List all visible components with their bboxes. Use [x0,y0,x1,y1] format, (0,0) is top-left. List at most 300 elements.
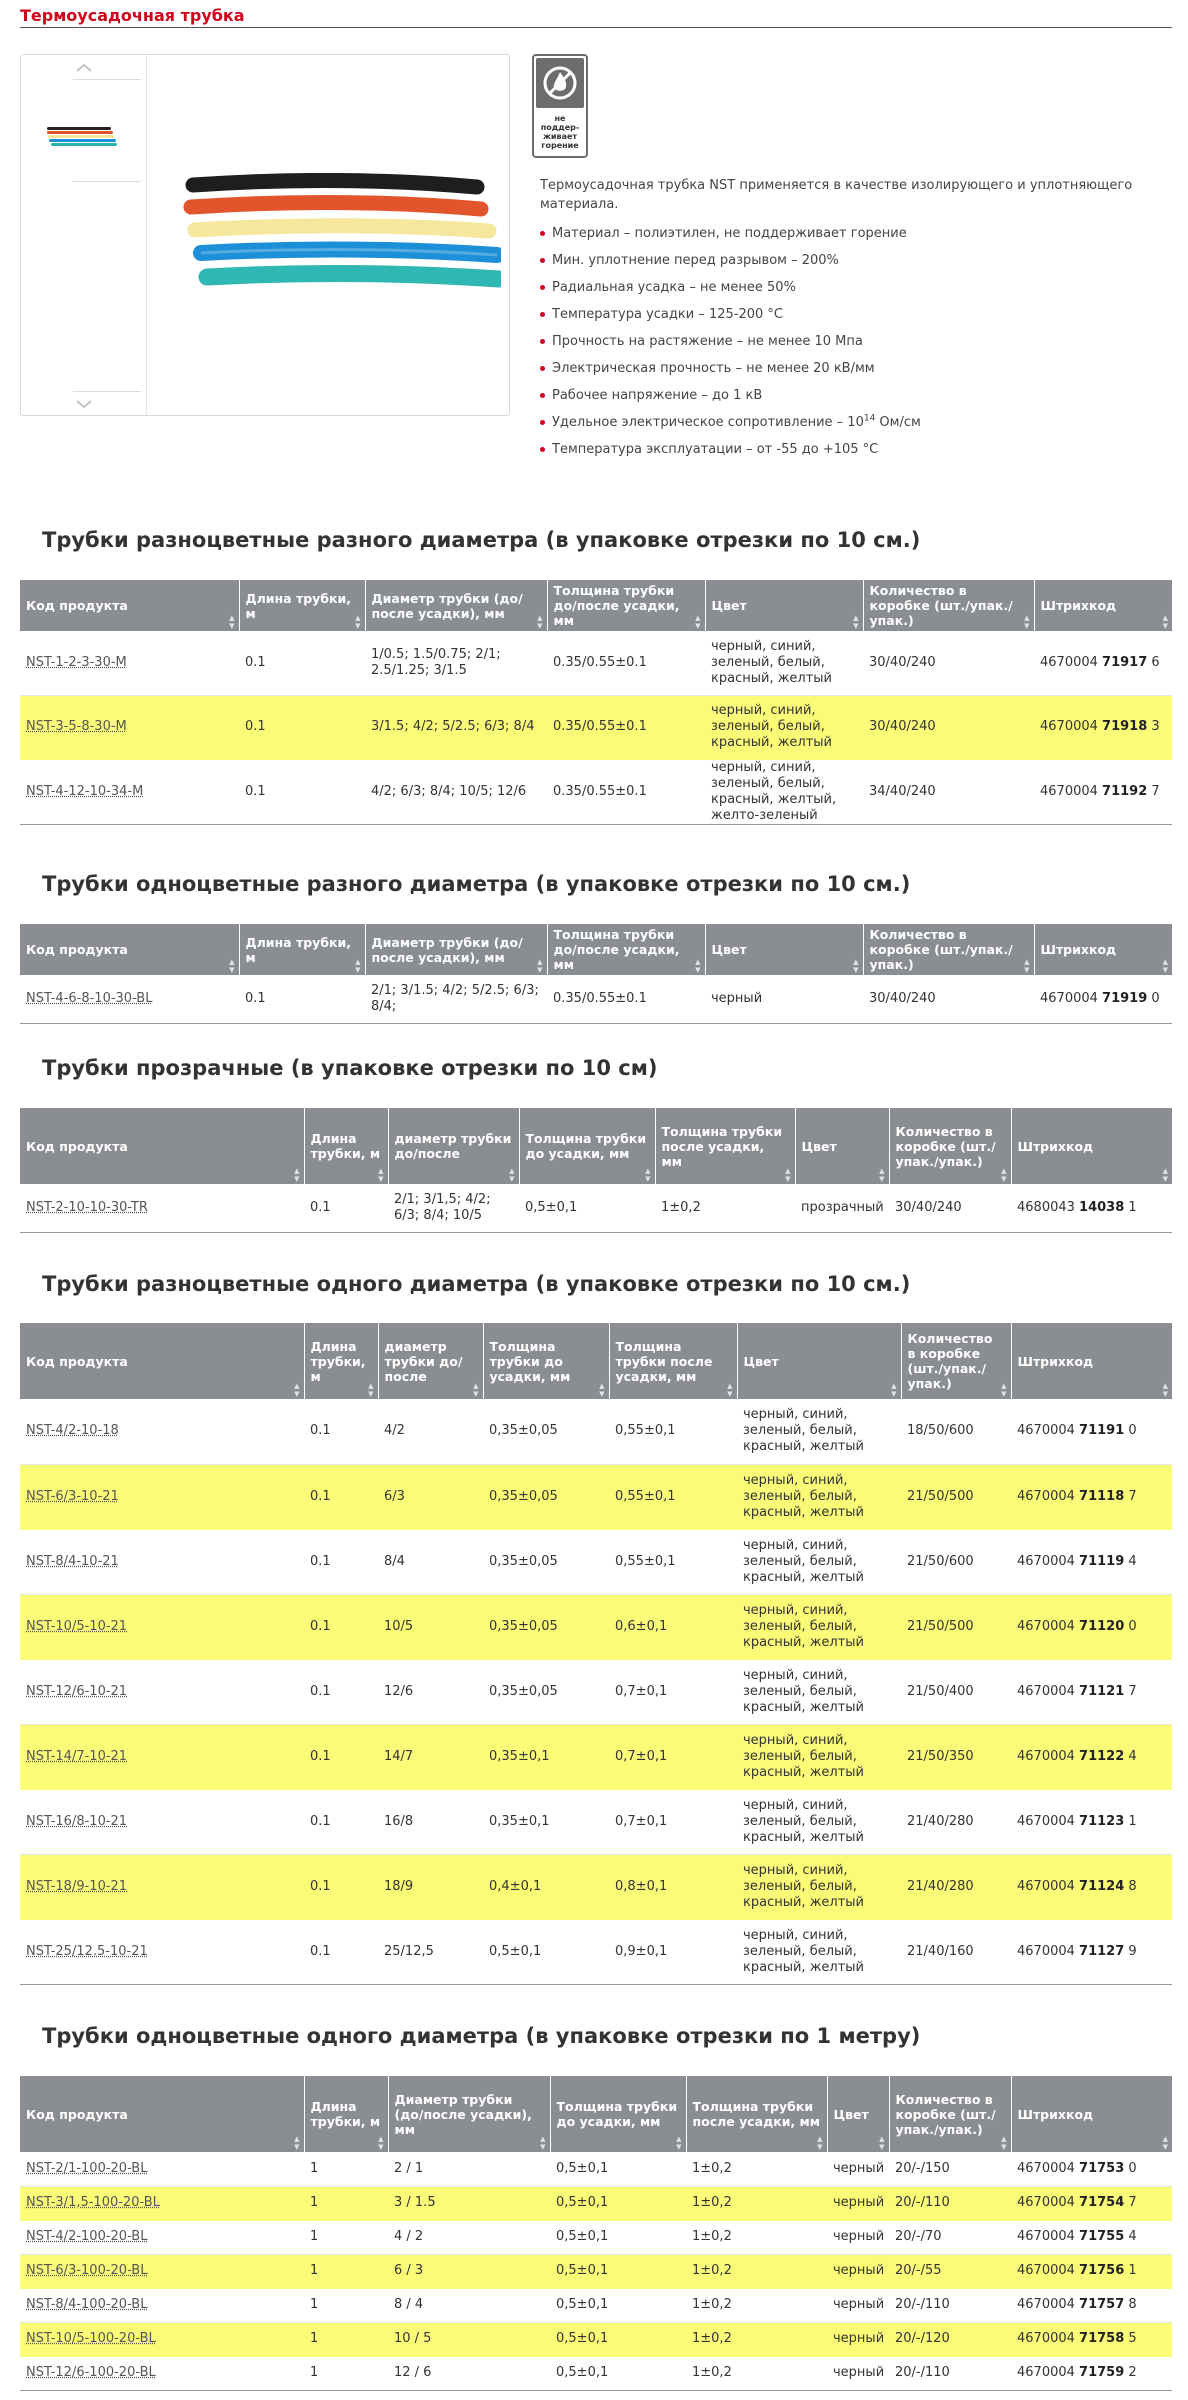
sort-icon[interactable]: ▲ ▼ [1001,1167,1007,1183]
column-header[interactable]: Количество в коробке (шт./упак./упак.) ▲ ▼ [863,924,1034,975]
sort-icon[interactable]: ▲ ▼ [509,1167,515,1183]
product-table [20,1108,1172,1233]
table-cell: 16/8 [378,1789,483,1854]
table-cell: 1±0,2 [686,2152,827,2186]
feature-item: Рабочее напряжение – до 1 кВ [538,382,1168,409]
sort-icon[interactable]: ▲ ▼ [1024,614,1030,630]
sort-icon[interactable]: ▲ ▼ [537,958,543,974]
table-cell: черный [827,2152,889,2186]
table-row [20,2356,1172,2390]
table-cell: 0,4±0,1 [483,1854,609,1919]
table-cell: 21/50/600 [901,1529,1011,1594]
column-header[interactable]: Толщина трубки после усадки, мм ▲ ▼ [686,2076,827,2152]
column-header[interactable]: Цвет ▲ ▼ [705,924,863,975]
column-header[interactable]: Длина трубки, м ▲ ▼ [239,580,365,631]
column-header[interactable]: Штрихкод ▲ ▼ [1034,580,1172,631]
barcode-check: 4 [1124,1748,1137,1764]
no-fire-icon [536,58,584,108]
table-cell: 0.1 [304,1464,378,1529]
product-table [20,924,1172,1024]
chevron-up-icon[interactable] [21,57,146,79]
barcode-check: 1 [1124,1199,1137,1215]
section-title: Трубки разноцветные разного диаметра (в упаковке отрезки по 10 см.) [42,528,921,552]
section-title: Трубки прозрачные (в упаковке отрезки по 10 см) [42,1056,658,1080]
barcode-check: 6 [1147,654,1160,670]
product-table [20,580,1172,825]
table-cell: 20/-/110 [889,2288,1011,2322]
column-header[interactable]: Штрихкод ▲ ▼ [1011,1323,1172,1399]
sort-icon[interactable]: ▲ ▼ [378,1167,384,1183]
barcode-prefix: 4670004 [1017,2263,1080,2278]
barcode-check: 0 [1124,1423,1137,1439]
table-cell: 0,35±0,05 [483,1594,609,1659]
sort-icon[interactable]: ▲ ▼ [853,958,859,974]
barcode-main: 71123 [1079,1813,1125,1829]
table-cell: 6/3 [378,1464,483,1529]
barcode-main: 71755 [1079,2229,1125,2244]
product-link[interactable]: NST-3/1,5-100-20-BL [26,2195,160,2210]
product-code-cell [20,1724,304,1789]
column-header[interactable]: Диаметр трубки (до/после усадки), мм ▲ ▼ [388,2076,550,2152]
resistivity-text: Удельное электрическое сопротивление – 10 [552,415,864,430]
barcode-cell [1034,759,1172,824]
table-cell: 30/40/240 [889,1184,1011,1232]
table-row [20,631,1172,695]
product-code-cell [20,1659,304,1724]
barcode-check: 7 [1124,2195,1137,2210]
product-code-cell [20,631,239,695]
table-cell: 1±0,2 [655,1184,795,1232]
sort-icon[interactable]: ▲ ▼ [599,1382,605,1398]
table-cell: 21/50/500 [901,1594,1011,1659]
column-header[interactable]: Толщина трубки до усадки, мм ▲ ▼ [519,1108,655,1184]
product-link[interactable]: NST-25/12.5-10-21 [26,1943,148,1959]
column-header[interactable]: Количество в коробке (шт./упак./упак.) ▲ ▼ [901,1323,1011,1399]
product-code-cell [20,2152,304,2186]
table-row [20,2288,1172,2322]
barcode-main: 71127 [1079,1943,1125,1959]
barcode-prefix: 4670004 [1017,1878,1080,1894]
column-header[interactable]: Толщина трубки после усадки, мм ▲ ▼ [655,1108,795,1184]
sort-icon[interactable]: ▲ ▼ [879,2135,885,2151]
column-header[interactable]: Цвет ▲ ▼ [795,1108,889,1184]
barcode-prefix: 4670004 [1040,719,1103,734]
feature-item: Температура эксплуатации – от -55 до +105 °C [538,436,1168,463]
sort-icon[interactable]: ▲ ▼ [294,1382,300,1398]
section-title: Трубки одноцветные разного диаметра (в упаковке отрезки по 10 см.) [42,872,911,896]
table-cell: 8 / 4 [388,2288,550,2322]
column-header[interactable]: Количество в коробке (шт./упак./упак.) ▲ ▼ [863,580,1034,631]
product-link[interactable]: NST-2-10-10-30-TR [26,1199,148,1215]
table-cell: 0.35/0.55±0.1 [547,695,705,759]
barcode-prefix: 4670004 [1040,654,1103,670]
table-cell: черный, синий, зеленый, белый, красный, желтый [737,1789,901,1854]
sort-icon[interactable]: ▲ ▼ [1024,958,1030,974]
sort-icon[interactable]: ▲ ▼ [1001,2135,1007,2151]
feature-item: Температура усадки – 125-200 °C [538,301,1168,328]
product-link[interactable]: NST-8/4-10-21 [26,1553,119,1569]
product-code-cell [20,1464,304,1529]
table-cell: 4 / 2 [388,2220,550,2254]
table-cell: 0,5±0,1 [550,2186,686,2220]
thumbnail-tubes[interactable] [39,117,129,157]
table-cell: 0.1 [239,975,365,1023]
table-cell: 1 [304,2152,388,2186]
barcode-main: 71919 [1102,990,1148,1006]
barcode-cell [1011,2288,1172,2322]
table-cell: 21/50/350 [901,1724,1011,1789]
sort-icon[interactable]: ▲ ▼ [1162,2135,1168,2151]
product-link[interactable]: NST-8/4-100-20-BL [26,2297,148,2312]
table-cell: 1±0,2 [686,2186,827,2220]
column-header[interactable]: Толщина трубки до усадки, мм ▲ ▼ [550,2076,686,2152]
product-link[interactable]: NST-12/6-10-21 [26,1683,128,1699]
table-row [20,1464,1172,1529]
column-header[interactable]: Длина трубки, м ▲ ▼ [304,1108,388,1184]
barcode-prefix: 4670004 [1017,2297,1080,2312]
sort-icon[interactable]: ▲ ▼ [378,2135,384,2151]
product-link[interactable]: NST-16/8-10-21 [26,1813,128,1829]
table-cell: 18/9 [378,1854,483,1919]
table-cell: 20/-/70 [889,2220,1011,2254]
table-cell: 21/40/160 [901,1919,1011,1984]
barcode-prefix: 4670004 [1017,1488,1080,1504]
product-link[interactable]: NST-2/1-100-20-BL [26,2160,148,2176]
fire-resistance-badge [532,54,588,158]
barcode-main: 71122 [1079,1748,1125,1764]
barcode-main: 14038 [1079,1199,1125,1215]
product-code-cell [20,1854,304,1919]
column-header[interactable]: Цвет ▲ ▼ [705,580,863,631]
barcode-check: 0 [1124,2160,1137,2176]
barcode-main: 71753 [1079,2160,1125,2176]
sort-icon[interactable]: ▲ ▼ [645,1167,651,1183]
table-cell: 1 [304,2254,388,2288]
column-header[interactable]: Штрихкод ▲ ▼ [1011,2076,1172,2152]
product-link[interactable]: NST-10/5-100-20-BL [26,2331,156,2346]
product-table [20,1323,1172,1985]
barcode-prefix: 4670004 [1017,2365,1080,2380]
table-cell: 0.1 [304,1399,378,1464]
barcode-cell [1034,695,1172,759]
sort-icon[interactable]: ▲ ▼ [355,614,361,630]
sort-icon[interactable]: ▲ ▼ [294,1167,300,1183]
barcode-prefix: 4670004 [1017,1813,1080,1829]
barcode-cell [1011,1789,1172,1854]
sort-icon[interactable]: ▲ ▼ [1162,958,1168,974]
sort-icon[interactable]: ▲ ▼ [368,1382,374,1398]
product-table [20,2076,1172,2391]
column-header[interactable]: Длина трубки, м ▲ ▼ [304,1323,378,1399]
table-cell: 0.35/0.55±0.1 [547,759,705,824]
thumbnail-divider [73,79,141,80]
table-cell: черный, синий, зеленый, белый, красный, желтый [737,1724,901,1789]
product-link[interactable]: NST-4-6-8-10-30-BL [26,990,153,1006]
product-code-cell [20,1399,304,1464]
column-header[interactable]: Диаметр трубки (до/после усадки), мм ▲ ▼ [365,580,547,631]
column-header[interactable]: Толщина трубки до/после усадки, мм ▲ ▼ [547,924,705,975]
table-row [20,695,1172,759]
barcode-check: 8 [1124,2297,1137,2312]
table-cell: 12 / 6 [388,2356,550,2390]
barcode-cell [1011,1184,1172,1232]
table-cell: 25/12,5 [378,1919,483,1984]
barcode-main: 71121 [1079,1683,1125,1699]
product-code-cell [20,2254,304,2288]
table-cell: черный [827,2220,889,2254]
feature-item: Мин. уплотнение перед разрывом – 200% [538,247,1168,274]
thumbnail-strip [21,55,147,415]
barcode-prefix: 4670004 [1017,1423,1080,1439]
table-cell: 21/40/280 [901,1854,1011,1919]
column-header[interactable]: Длина трубки, м ▲ ▼ [304,2076,388,2152]
column-header[interactable]: Толщина трубки до/после усадки, мм ▲ ▼ [547,580,705,631]
product-link[interactable]: NST-1-2-3-30-M [26,654,127,670]
table-row [20,1854,1172,1919]
sort-icon[interactable]: ▲ ▼ [540,2135,546,2151]
barcode-cell [1011,2254,1172,2288]
sort-icon[interactable]: ▲ ▼ [229,958,235,974]
barcode-prefix: 4670004 [1017,1943,1080,1959]
product-link[interactable]: NST-10/5-10-21 [26,1618,128,1634]
barcode-cell [1011,1464,1172,1529]
barcode-cell [1011,1659,1172,1724]
product-code-cell [20,1789,304,1854]
table-cell: 0,35±0,1 [483,1789,609,1854]
feature-item: Прочность на растяжение – не менее 10 Мпа [538,328,1168,355]
table-row [20,1594,1172,1659]
barcode-check: 7 [1124,1488,1137,1504]
table-cell: черный [827,2356,889,2390]
table-cell: 20/-/110 [889,2356,1011,2390]
product-link[interactable]: NST-18/9-10-21 [26,1878,128,1894]
product-link[interactable]: NST-4/2-10-18 [26,1423,119,1439]
table-row [20,1529,1172,1594]
product-link[interactable]: NST-4-12-10-34-M [26,783,144,799]
column-header[interactable]: Код продукта ▲ ▼ [20,1323,304,1399]
column-header[interactable]: Штрихкод ▲ ▼ [1034,924,1172,975]
barcode-prefix: 4670004 [1017,1683,1080,1699]
table-cell: 0,5±0,1 [550,2356,686,2390]
table-cell: 8/4 [378,1529,483,1594]
badge-label: не поддер-живает горение [540,114,580,150]
sort-icon[interactable]: ▲ ▼ [1162,1382,1168,1398]
page-title: Термоусадочная трубка [20,6,245,25]
product-link[interactable]: NST-4/2-100-20-BL [26,2229,148,2244]
feature-item: Радиальная усадка – не менее 50% [538,274,1168,301]
table-cell: 0.35/0.55±0.1 [547,631,705,695]
table-cell: черный [827,2322,889,2356]
barcode-main: 71119 [1079,1553,1125,1569]
table-cell: 0,7±0,1 [609,1659,737,1724]
sort-icon[interactable]: ▲ ▼ [294,2135,300,2151]
product-link[interactable]: NST-3-5-8-30-M [26,719,127,734]
column-header[interactable]: Код продукта ▲ ▼ [20,1108,304,1184]
table-row [20,2220,1172,2254]
barcode-prefix: 4670004 [1040,783,1103,799]
sort-icon[interactable]: ▲ ▼ [785,1167,791,1183]
table-cell: черный, синий, зеленый, белый, красный, желтый [737,1464,901,1529]
barcode-check: 1 [1124,1813,1137,1829]
sort-icon[interactable]: ▲ ▼ [473,1382,479,1398]
table-cell: 0,5±0,1 [550,2322,686,2356]
table-cell: 0,7±0,1 [609,1789,737,1854]
feature-item: Электрическая прочность – не менее 20 кВ/мм [538,355,1168,382]
product-description [538,176,1168,463]
barcode-prefix: 4670004 [1017,2331,1080,2346]
table-cell: 18/50/600 [901,1399,1011,1464]
table-cell: 10/5 [378,1594,483,1659]
table-cell: 6 / 3 [388,2254,550,2288]
sort-icon[interactable]: ▲ ▼ [853,614,859,630]
table-cell: 0.1 [304,1594,378,1659]
sort-icon[interactable]: ▲ ▼ [537,614,543,630]
column-header[interactable]: диаметр трубки до/после ▲ ▼ [378,1323,483,1399]
column-header[interactable]: Код продукта ▲ ▼ [20,924,239,975]
barcode-cell [1011,1919,1172,1984]
table-cell: 1 [304,2322,388,2356]
barcode-check: 3 [1147,719,1160,734]
thumbnail-divider [73,391,141,392]
column-header[interactable]: Код продукта ▲ ▼ [20,580,239,631]
sort-icon[interactable]: ▲ ▼ [891,1382,897,1398]
table-cell: 1 [304,2186,388,2220]
table-cell: 4/2 [378,1399,483,1464]
product-link[interactable]: NST-12/6-100-20-BL [26,2365,156,2380]
table-cell: 20/-/150 [889,2152,1011,2186]
table-cell: черный, синий, зеленый, белый, красный, желтый, желто-зеленый [705,759,863,824]
product-link[interactable]: NST-6/3-10-21 [26,1488,119,1504]
sort-icon[interactable]: ▲ ▼ [676,2135,682,2151]
barcode-cell [1011,2186,1172,2220]
sort-icon[interactable]: ▲ ▼ [695,614,701,630]
table-cell: 1±0,2 [686,2288,827,2322]
column-header[interactable]: Количество в коробке (шт./упак./упак.) ▲ ▼ [889,1108,1011,1184]
sort-icon[interactable]: ▲ ▼ [879,1167,885,1183]
product-link[interactable]: NST-14/7-10-21 [26,1748,128,1764]
barcode-prefix: 4680043 [1017,1199,1080,1215]
product-code-cell [20,1919,304,1984]
barcode-main: 71192 [1102,783,1148,799]
table-cell: 0.1 [304,1854,378,1919]
column-header[interactable]: Толщина трубки до усадки, мм ▲ ▼ [483,1323,609,1399]
sort-icon[interactable]: ▲ ▼ [1001,1382,1007,1398]
sort-icon[interactable]: ▲ ▼ [1162,614,1168,630]
table-cell: 1 [304,2220,388,2254]
barcode-prefix: 4670004 [1017,2229,1080,2244]
table-cell: 0,5±0,1 [550,2254,686,2288]
table-cell: 20/-/55 [889,2254,1011,2288]
sort-icon[interactable]: ▲ ▼ [355,958,361,974]
barcode-check: 0 [1124,1618,1137,1634]
barcode-check: 5 [1124,2331,1137,2346]
barcode-check: 9 [1124,1943,1137,1959]
table-cell: 21/50/400 [901,1659,1011,1724]
table-cell: 0.35/0.55±0.1 [547,975,705,1023]
table-cell: 0,9±0,1 [609,1919,737,1984]
column-header[interactable]: Диаметр трубки (до/после усадки), мм ▲ ▼ [365,924,547,975]
column-header[interactable]: диаметр трубки до/после ▲ ▼ [388,1108,519,1184]
product-code-cell [20,1594,304,1659]
column-header[interactable]: Длина трубки, м ▲ ▼ [239,924,365,975]
barcode-check: 1 [1124,2263,1137,2278]
sort-icon[interactable]: ▲ ▼ [1162,1167,1168,1183]
barcode-prefix: 4670004 [1017,2160,1080,2176]
table-cell: черный, синий, зеленый, белый, красный, желтый [737,1659,901,1724]
barcode-check: 8 [1124,1878,1137,1894]
sort-icon[interactable]: ▲ ▼ [229,614,235,630]
table-cell: 0.1 [304,1659,378,1724]
table-cell: 30/40/240 [863,695,1034,759]
table-cell: 30/40/240 [863,631,1034,695]
product-code-cell [20,1184,304,1232]
description-intro: Термоусадочная трубка NST применяется в качестве изолирующего и уплотняющего материала. [540,178,1133,212]
table-cell: 1±0,2 [686,2322,827,2356]
barcode-main: 71754 [1079,2195,1125,2210]
table-cell: 0,5±0,1 [519,1184,655,1232]
column-header[interactable]: Цвет ▲ ▼ [737,1323,901,1399]
table-row [20,759,1172,824]
table-cell: 0.1 [304,1184,388,1232]
table-cell: 2/1; 3/1.5; 4/2; 5/2.5; 6/3; 8/4; [365,975,547,1023]
column-header[interactable]: Штрихкод ▲ ▼ [1011,1108,1172,1184]
sort-icon[interactable]: ▲ ▼ [817,2135,823,2151]
table-cell: 0.1 [304,1919,378,1984]
column-header[interactable]: Код продукта ▲ ▼ [20,2076,304,2152]
table-cell: 1±0,2 [686,2220,827,2254]
product-link[interactable]: NST-6/3-100-20-BL [26,2263,148,2278]
resistivity-exponent: 14 [863,413,876,424]
barcode-cell [1011,1594,1172,1659]
chevron-down-icon[interactable] [21,393,146,415]
table-cell: 34/40/240 [863,759,1034,824]
table-cell: черный, синий, зеленый, белый, красный, желтый [737,1919,901,1984]
barcode-check: 7 [1124,1683,1137,1699]
barcode-check: 0 [1147,990,1160,1006]
table-row [20,1919,1172,1984]
sort-icon[interactable]: ▲ ▼ [695,958,701,974]
barcode-cell [1034,631,1172,695]
product-code-cell [20,695,239,759]
table-cell: 0,35±0,05 [483,1399,609,1464]
barcode-cell [1011,2356,1172,2390]
table-cell: 1±0,2 [686,2254,827,2288]
barcode-main: 71918 [1102,719,1148,734]
table-cell: 0,55±0,1 [609,1529,737,1594]
table-cell: прозрачный [795,1184,889,1232]
table-cell: 1 [304,2356,388,2390]
sort-icon[interactable]: ▲ ▼ [727,1382,733,1398]
table-row [20,1399,1172,1464]
feature-item-resistivity [538,409,1168,436]
feature-item: Материал – полиэтилен, не поддерживает горение [538,220,1168,247]
column-header[interactable]: Цвет ▲ ▼ [827,2076,889,2152]
feature-list [538,220,1168,463]
column-header[interactable]: Количество в коробке (шт./упак./упак.) ▲ ▼ [889,2076,1011,2152]
barcode-cell [1011,2220,1172,2254]
table-row [20,2322,1172,2356]
barcode-cell [1011,2152,1172,2186]
table-cell: черный [827,2254,889,2288]
product-code-cell [20,2322,304,2356]
table-cell: черный [827,2288,889,2322]
table-cell: черный, синий, зеленый, белый, красный, желтый [705,631,863,695]
table-row [20,2186,1172,2220]
column-header[interactable]: Толщина трубки после усадки, мм ▲ ▼ [609,1323,737,1399]
barcode-main: 71191 [1079,1423,1125,1439]
table-cell: 0,55±0,1 [609,1399,737,1464]
resistivity-unit: Ом/см [875,415,921,430]
